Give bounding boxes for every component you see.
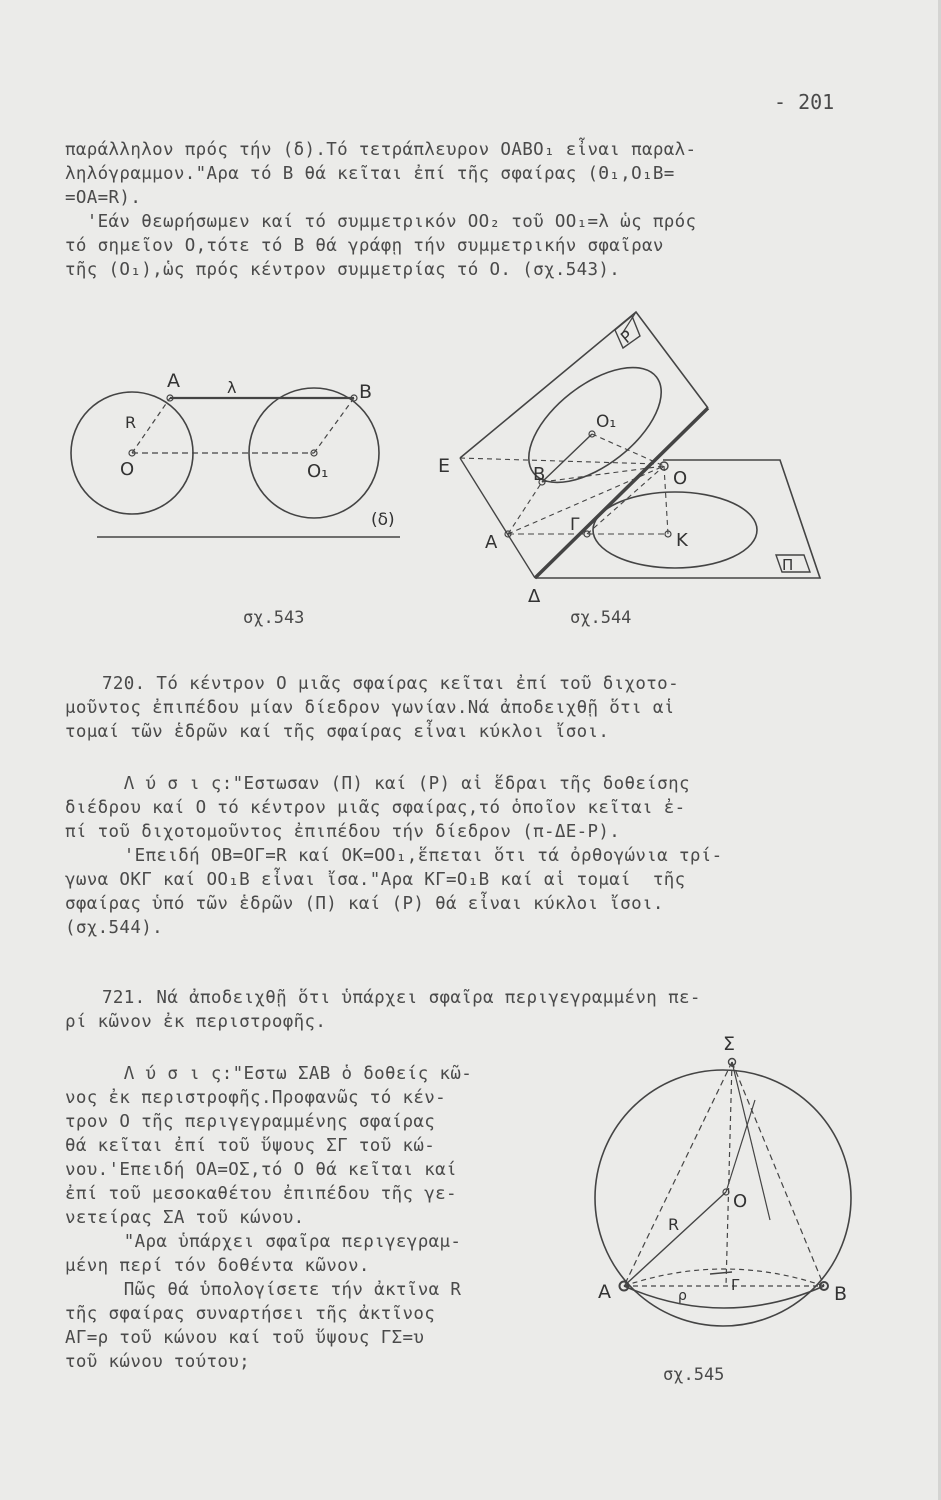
solution-721-line: νετείρας ΣΑ τοῦ κώνου.	[65, 1208, 305, 1228]
label-g: Γ	[570, 515, 580, 535]
solution-721-line: τοῦ κώνου τούτου;	[65, 1352, 251, 1372]
figure-544	[430, 300, 830, 610]
solution-721-line: Πῶς θά ὑπολογίσετε τήν ἀκτῖνα R	[102, 1280, 462, 1300]
label-a: A	[598, 1281, 611, 1303]
caption-544: σχ.544	[570, 608, 632, 628]
generatrix-sb	[732, 1062, 824, 1286]
solution-720-line: διέδρου καί Ο τό κέντρον μιᾶς σφαίρας,τό ὁποῖον κεῖται ἐ-	[65, 798, 686, 818]
label-b: B	[533, 464, 546, 485]
solution-721-line: ΑΓ=ρ τοῦ κώνου καί τοῦ ὕψους ΓΣ=υ	[65, 1328, 425, 1348]
problem-721-line: ρί κῶνον ἐκ περιστροφῆς.	[65, 1012, 327, 1032]
problem-720-line: τομαί τῶν ἑδρῶν καί τῆς σφαίρας εἶναι κύκλοι ἴσοι.	[65, 722, 610, 742]
label-b: B	[359, 381, 373, 403]
label-e: E	[438, 455, 451, 477]
solution-721-line: τῆς σφαίρας συναρτήσει τῆς ἀκτῖνος	[65, 1304, 436, 1324]
radius-oa	[132, 398, 170, 453]
problem-720-line: μοῦντος ἐπιπέδου μίαν δίεδρον γωνίαν.Νά ἀποδειχθῇ ὅτι αἱ	[65, 698, 675, 718]
problem-721-line: 721. Νά ἀποδειχθῇ ὅτι ὑπάρχει σφαῖρα περιγεγραμμένη πε-	[102, 988, 701, 1008]
intro-line: τῆς (Ο₁),ὡς πρός κέντρον συμμετρίας τό Ο. (σχ.543).	[65, 260, 621, 280]
label-r: R	[668, 1215, 680, 1234]
section-circle-pi	[593, 492, 757, 568]
label-r: R	[125, 413, 137, 432]
label-o: O	[673, 468, 688, 489]
problem-720-line: 720. Τό κέντρον Ο μιᾶς σφαίρας κεῖται ἐπί τοῦ διχοτο-	[102, 674, 679, 694]
intro-line: 'Εάν θεωρήσωμεν καί τό συμμετρικόν ΟΟ₂ τοῦ ΟΟ₁=λ ὡς πρός	[65, 212, 697, 232]
solution-721-line: μένη περί τόν δοθέντα κῶνον.	[65, 1256, 370, 1276]
label-lambda: λ	[227, 378, 237, 397]
circumscribed-circle	[595, 1070, 851, 1326]
intro-line: τό σημεῖον Ο,τότε τό Β θά γράφῃ τήν συμμετρικήν σφαῖραν	[65, 236, 664, 256]
intro-line: =ΟΑ=R).	[65, 188, 142, 208]
solution-721-line: ἐπί τοῦ μεσοκαθέτου ἐπιπέδου τῆς γε-	[65, 1184, 457, 1204]
label-a: A	[167, 370, 180, 392]
label-g: Γ	[731, 1276, 740, 1294]
page-number: - 201	[774, 90, 835, 114]
label-s: Σ	[723, 1033, 736, 1055]
generatrix-sa	[624, 1062, 732, 1286]
solution-721-line: νου.'Επειδή ΟΑ=ΟΣ,τό Ο θά κεῖται καί	[65, 1160, 457, 1180]
label-a: A	[485, 532, 498, 553]
base-ellipse-back	[624, 1269, 824, 1286]
label-p: P	[616, 326, 637, 348]
intro-line: ληλόγραμμον."Αρα τό Β θά κεῖται ἐπί τῆς σφαίρας (Θ₁,Ο₁Β=	[65, 164, 675, 184]
label-k: K	[676, 530, 688, 551]
label-o1: O₁	[307, 461, 329, 482]
solution-720-line: Λ ύ σ ι ς:"Εστωσαν (Π) καί (Ρ) αἱ ἕδραι τῆς δοθείσης	[102, 774, 690, 794]
solution-721-line: Λ ύ σ ι ς:"Εστω ΣΑΒ ὁ δοθείς κῶ-	[102, 1064, 473, 1084]
solution-720-line: σφαίρας ὑπό τῶν ἑδρῶν (Π) καί (Ρ) θά εἶναι κύκλοι ἴσοι.	[65, 894, 664, 914]
solution-720-line: (σχ.544).	[65, 918, 163, 938]
caption-545: σχ.545	[663, 1365, 725, 1385]
radius-oa	[624, 1192, 726, 1286]
intro-line: παράλληλον πρός τήν (δ).Τό τετράπλευρον ΟΑΒΟ₁ εἶναι παραλ-	[65, 140, 697, 160]
solution-720-line: 'Επειδή ΟΒ=ΟΓ=R καί ΟΚ=ΟΟ₁,ἕπεται ὅτι τά ὀρθογώνια τρί-	[102, 846, 723, 866]
label-pi: Π	[782, 556, 794, 574]
solution-721-line: νος ἐκ περιστροφῆς.Προφανῶς τό κέν-	[65, 1088, 447, 1108]
label-b: B	[834, 1283, 848, 1305]
label-d: Δ	[528, 586, 541, 607]
plane-p	[460, 312, 708, 458]
label-o: O	[733, 1191, 748, 1212]
label-o1: O₁	[596, 412, 617, 432]
edge-delta-e	[535, 408, 708, 578]
label-delta: (δ)	[371, 510, 395, 530]
figure-545	[580, 1030, 860, 1350]
label-rho: ρ	[678, 1288, 687, 1304]
solution-721-line: τρον Ο τῆς περιγεγραμμένης σφαίρας	[65, 1112, 436, 1132]
segment-o1b	[314, 398, 354, 453]
label-o: O	[120, 459, 135, 480]
solution-720-line: γωνα ΟΚΓ καί ΟΟ₁Β εἶναι ἴσα."Αρα ΚΓ=Ο₁Β καί αἱ τομαί τῆς	[65, 870, 686, 890]
solution-721-line: θά κεῖται ἐπί τοῦ ὕψους ΣΓ τοῦ κώ-	[65, 1136, 436, 1156]
figure-543	[55, 365, 415, 555]
solution-720-line: πί τοῦ διχοτομοῦντος ἐπιπέδου τήν δίεδρον (π-ΔΕ-Ρ).	[65, 822, 621, 842]
caption-543: σχ.543	[243, 608, 305, 628]
solution-721-line: "Αρα ὑπάρχει σφαῖρα περιγεγραμ-	[102, 1232, 462, 1252]
